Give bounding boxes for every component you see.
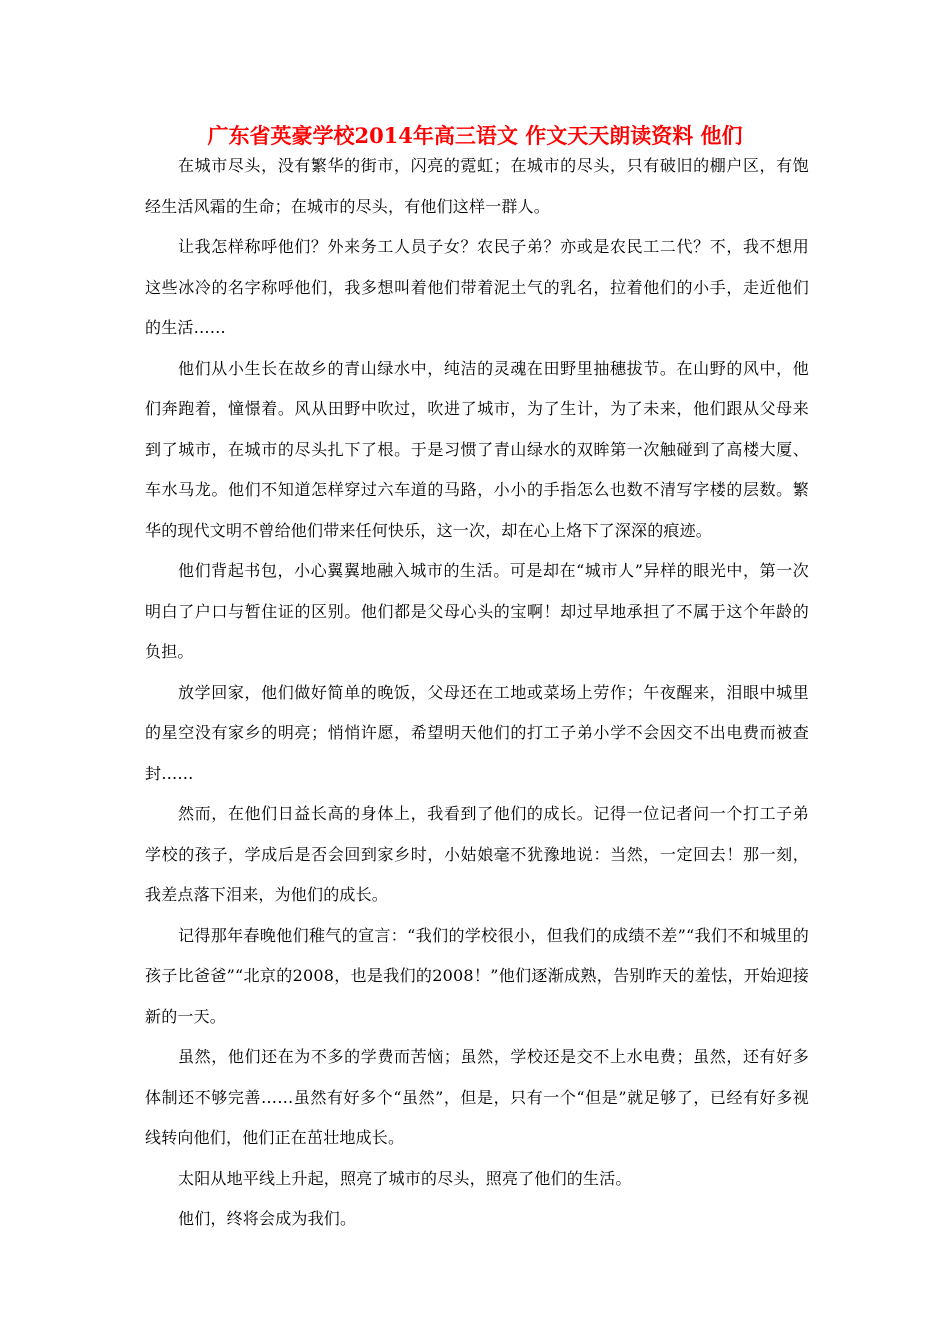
paragraph-4: 他们背起书包，小心翼翼地融入城市的生活。可是却在“城市人”异样的眼光中，第一次明白了户口与暂住证的区别。他们都是父母心头的宝啊！却过早地承担了不属于这个年龄的负担。 [145, 561, 809, 661]
paragraph-1: 在城市尽头，没有繁华的街市，闪亮的霓虹；在城市的尽头，只有破旧的棚户区，有饱经生活风霜的生命；在城市的尽头，有他们这样一群人。 [145, 156, 809, 216]
paragraph-3: 他们从小生长在故乡的青山绿水中，纯洁的灵魂在田野里抽穗拔节。在山野的风中，他们奔跑着，憧憬着。风从田野中吹过，吹进了城市，为了生计，为了未来，他们跟从父母来到了城市，在城市的尽头扎下了根。于是习惯了青山绿水的双眸第一次触碰到了高楼大厦、车水马龙。他们不知道怎样穿过六车道的马路，小小的手指怎么也数不清写字楼的层数。繁华的现代文明不曾给他们带来任何快乐，这一次，却在心上烙下了深深的痕迹。 [145, 358, 809, 540]
document-body [145, 146, 809, 1240]
paragraph-9: 太阳从地平线上升起，照亮了城市的尽头，照亮了他们的生活。 [178, 1168, 632, 1188]
paragraph-8: 虽然，他们还在为不多的学费而苦恼；虽然，学校还是交不上水电费；虽然，还有好多体制还不够完善……虽然有好多个“虽然”，但是，只有一个“但是”就足够了，已经有好多视线转向他们，他们正在茁壮地成长。 [145, 1047, 809, 1147]
paragraph-7: 记得那年春晚他们稚气的宣言：“我们的学校很小，但我们的成绩不差”“我们不和城里的孩子比爸爸”“北京的2008，也是我们的2008！”他们逐渐成熟，告别昨天的羞怯，开始迎接新的一天。 [145, 925, 809, 1026]
paragraph-2: 让我怎样称呼他们？外来务工人员子女？农民子弟？亦或是农民工二代？不，我不想用这些冰冷的名字称呼他们，我多想叫着他们带着泥土气的乳名，拉着他们的小手，走近他们的生活…… [145, 237, 809, 337]
paragraph-10: 他们，终将会成为我们。 [178, 1209, 357, 1228]
paragraph-5: 放学回家，他们做好简单的晚饭，父母还在工地或菜场上劳作；午夜醒来，泪眼中城里的星空没有家乡的明亮；悄悄许愿，希望明天他们的打工子弟小学不会因交不出电费而被查封…… [145, 682, 809, 783]
paragraph-6: 然而，在他们日益长高的身体上，我看到了他们的成长。记得一位记者问一个打工子弟学校的孩子，学成后是否会回到家乡时，小姑娘毫不犹豫地说：当然，一定回去！那一刻，我差点落下泪来，为他们的成长。 [145, 804, 809, 904]
document-title: 广东省英豪学校2014年高三语文 作文天天朗读资料 他们 [207, 123, 743, 148]
